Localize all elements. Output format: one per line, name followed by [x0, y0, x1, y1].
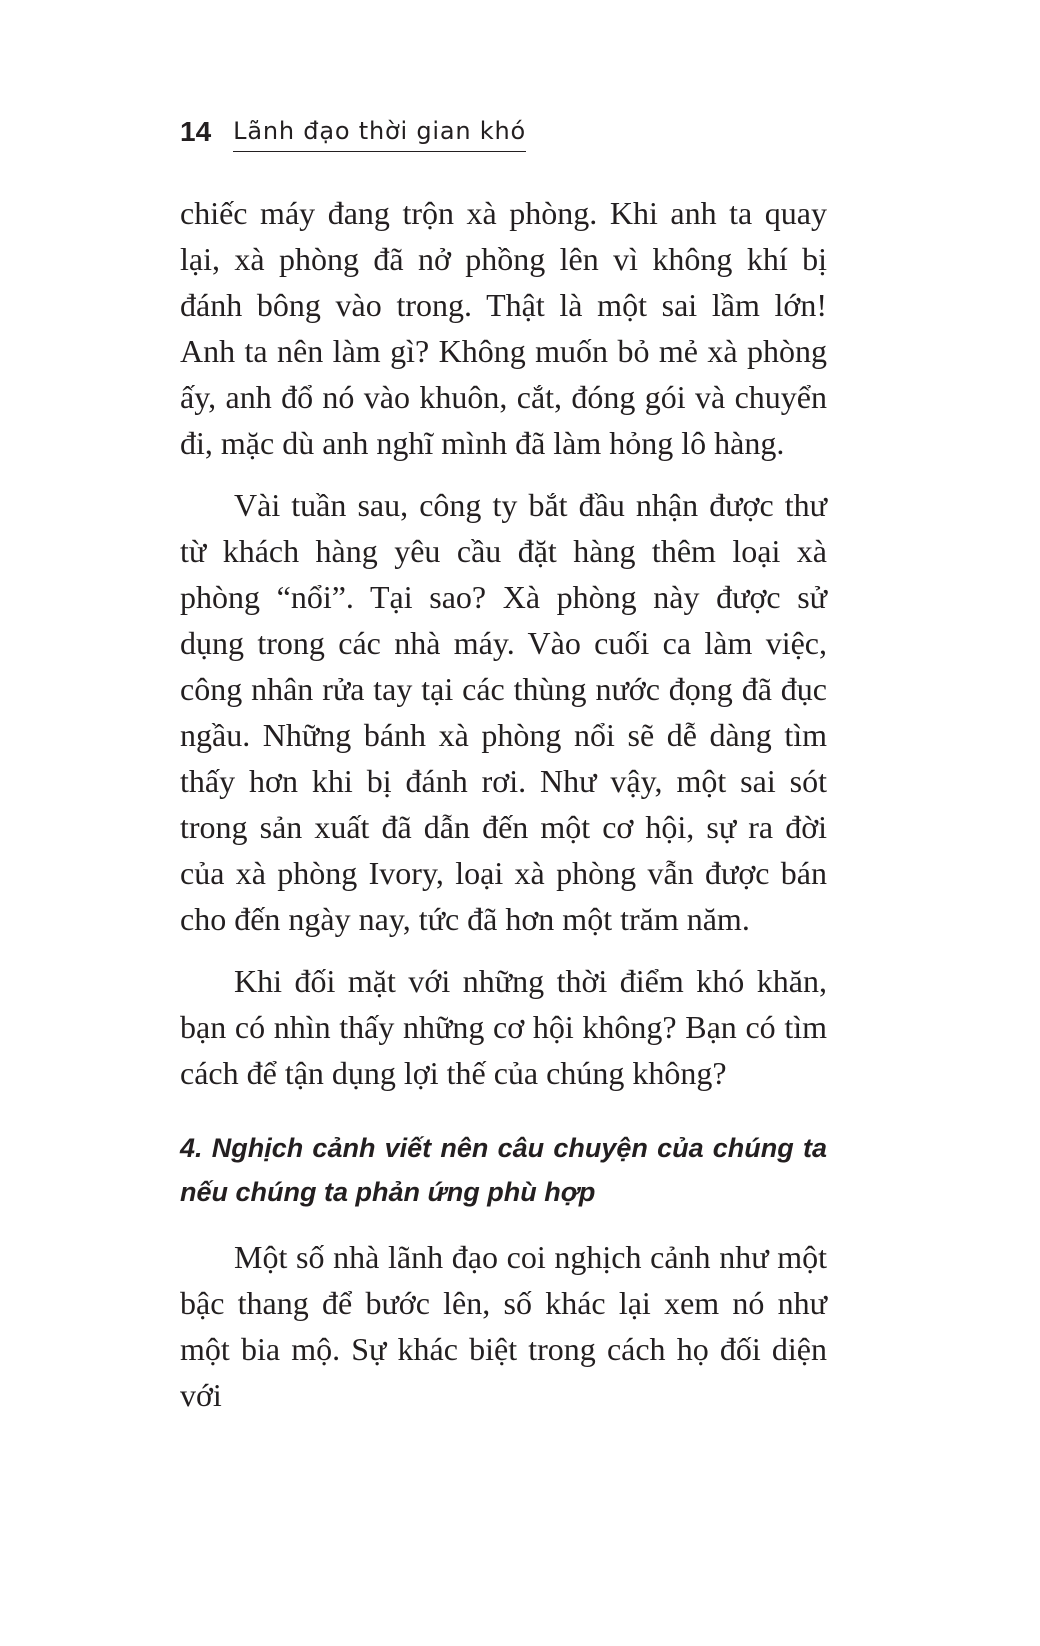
running-title: Lãnh đạo thời gian khó — [233, 111, 526, 152]
body-paragraph-1: chiếc máy đang trộn xà phòng. Khi anh ta quay lại, xà phòng đã nở phồng lên vì không khí bị đánh bông vào trong. Thật là một sai lầm lớn! Anh ta nên làm gì? Không muốn bỏ mẻ xà phòng ấy, anh đổ nó vào khuôn, cắt, đóng gói và chuyển đi, mặc dù anh nghĩ mình đã làm hỏng lô hàng. — [180, 195, 827, 461]
page-body — [180, 190, 827, 1418]
page-header — [180, 112, 526, 152]
body-paragraph-4: Một số nhà lãnh đạo coi nghịch cảnh như một bậc thang để bước lên, số khác lại xem nó như một bia mộ. Sự khác biệt trong cách họ đối diện với — [180, 1239, 827, 1413]
page-number: 14 — [180, 116, 212, 147]
body-paragraph-3: Khi đối mặt với những thời điểm khó khăn, bạn có nhìn thấy những cơ hội không? Bạn có tìm cách để tận dụng lợi thế của chúng không? — [180, 963, 827, 1091]
body-paragraph-2: Vài tuần sau, công ty bắt đầu nhận được thư từ khách hàng yêu cầu đặt hàng thêm loại xà phòng “nổi”. Tại sao? Xà phòng này được sử dụng trong các nhà máy. Vào cuối ca làm việc, công nhân rửa tay tại các thùng nước đọng đã đục ngầu. Những bánh xà phòng nổi sẽ dễ dàng tìm thấy hơn khi bị đánh rơi. Như vậy, một sai sót trong sản xuất đã dẫn đến một cơ hội, sự ra đời của xà phòng Ivory, loại xà phòng vẫn được bán cho đến ngày nay, tức đã hơn một trăm năm. — [180, 487, 827, 937]
section-heading: 4. Nghịch cảnh viết nên câu chuyện của chúng ta nếu chúng ta phản ứng phù hợp — [180, 1133, 827, 1207]
